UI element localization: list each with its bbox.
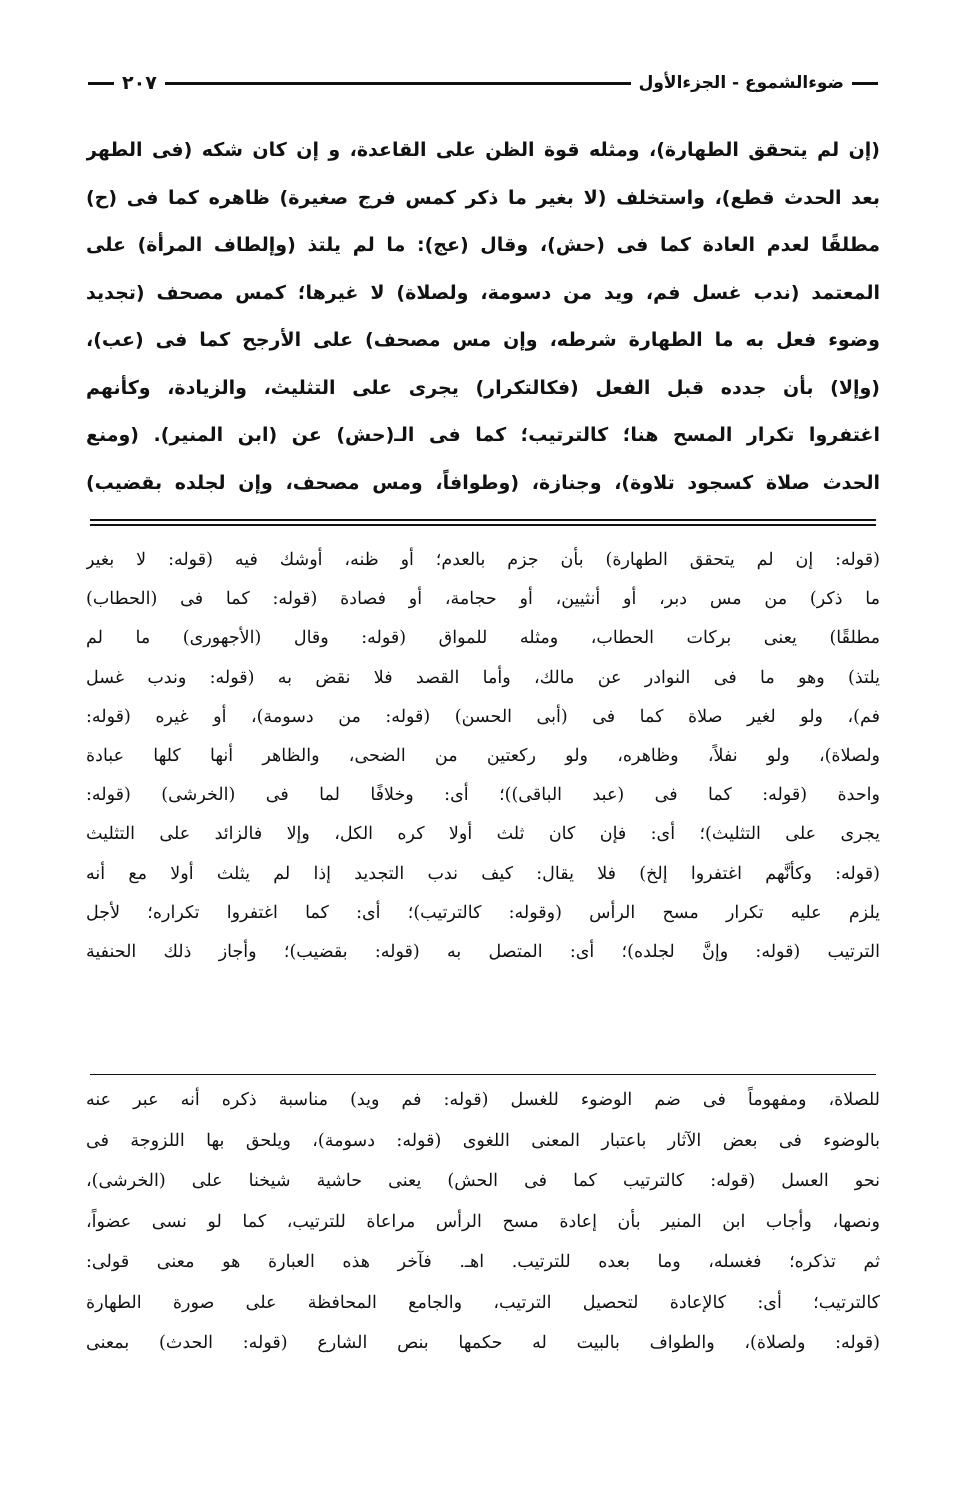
commentary-text — [86, 541, 880, 972]
commentary-line: يلزم عليه تكرار مسح الرأس (وقوله: كالترتيب)؛ أى: كما اغتفروا تكراره؛ لأجل — [86, 902, 880, 923]
running-header — [88, 66, 878, 100]
main-line: (إن لم يتحقق الطهارة)، ومثله قوة الظن على القاعدة، و إن كان شكه (فى الطهر — [86, 139, 880, 161]
footnote-line: (قوله: ولصلاة)، والطواف بالبيت له حكمها بنص الشارع (قوله: الحدث) بمعنى — [86, 1333, 880, 1353]
header-rule — [165, 82, 631, 85]
footnote-line: ونصها، وأجاب ابن المنير بأن إعادة مسح الرأس مراعاة للترتيب، كما لو نسى عضواً، — [86, 1211, 880, 1232]
footnote-line: بالوضوء فى بعض الآثار باعتبار المعنى اللغوى (قوله: دسومة)، ويلحق بها اللزوجة فى — [86, 1130, 880, 1151]
book-title: ضوءالشموع - الجزءالأول — [638, 73, 844, 93]
main-line: بعد الحدث قطع)، واستخلف (لا بغير ما ذكر كمس فرج صغيرة) ظاهره كما فى (ح) — [86, 186, 880, 209]
header-dash-left — [88, 82, 114, 85]
commentary-line: الترتيب (قوله: وإنَّ لجلده)؛ أى: المتصل به (قوله: بقضيب)؛ وأجاز ذلك الحنفية — [86, 941, 880, 962]
main-line: (وإلا) بأن جدده قبل الفعل (فكالتكرار) يجرى على التثليث، والزيادة، وكأنهم — [86, 376, 880, 399]
section-divider-double — [90, 519, 876, 526]
commentary-line: فم)، ولو لغير صلاة كما فى (أبى الحسن) (قوله: من دسومة)، أو غيره (قوله: — [86, 706, 880, 727]
footnote-line: للصلاة، ومفهوماً فى ضم الوضوء للغسل (قوله: فم ويد) مناسبة ذكره أنه عبر عنه — [86, 1090, 880, 1110]
footnote-line: كالترتيب؛ أى: كالإعادة لتحصيل الترتيب، والجامع المحافظة على صورة الطهارة — [86, 1292, 880, 1313]
footnote-divider — [90, 1074, 876, 1075]
footnote-text — [86, 1080, 880, 1364]
commentary-line: (قوله: إن لم يتحقق الطهارة) بأن جزم بالعدم؛ أو ظنه، أوشك فيه (قوله: لا بغير — [86, 550, 880, 570]
commentary-line: ولصلاة)، ولو نفلاً، وظاهره، ولو ركعتين من الضحى، والظاهر أنها كلها عبادة — [86, 745, 880, 766]
header-dash-right — [852, 82, 878, 85]
main-line: الحدث صلاة كسجود تلاوة)، وجنازة، (وطوافاً، ومس مصحف، وإن لجلده بقضيب) — [86, 471, 880, 494]
commentary-line: مطلقًا) يعنى بركات الحطاب، ومثله للمواق (قوله: وقال (الأجهورى) ما لم — [86, 628, 880, 649]
main-line: مطلقًا لعدم العادة كما فى (حش)، وقال (عج): ما لم يلتذ (وإلطاف المرأة) على — [86, 234, 880, 256]
footnote-line: ثم تذكره؛ فغسله، وما بعده للترتيب. اهـ. فآخر هذه العبارة هو معنى قولى: — [86, 1252, 880, 1272]
commentary-line: يلتذ) وهو ما فى النوادر عن مالك، وأما القصد فلا نقض به (قوله: وندب غسل — [86, 667, 880, 688]
main-line: المعتمد (ندب غسل فم، ويد من دسومة، ولصلاة) لا غيرها؛ كمس مصحف (تجديد — [86, 281, 880, 304]
main-text — [86, 127, 880, 507]
commentary-line: ما ذكر) من مس دبر، أو أنثيين، أو حجامة، أو فصادة (قوله: كما فى (الحطاب) — [86, 589, 880, 610]
commentary-line: يجرى على التثليث)؛ أى: فإن كان ثلث أولا كره الكل، وإلا فالزائد على التثليث — [86, 824, 880, 845]
page-number: ٢٠٧ — [122, 72, 157, 94]
commentary-line: (قوله: وكأنَّهم اغتفروا إلخ) فلا يقال: كيف ندب التجديد إذا لم يثلث أولا مع أنه — [86, 863, 880, 884]
main-line: وضوء فعل به ما الطهارة شرطه، وإن مس مصحف) على الأرجح كما فى (عب)، — [86, 329, 880, 351]
commentary-line: واحدة (قوله: كما فى (عبد الباقى))؛ أى: وخلافًا لما فى (الخرشى) (قوله: — [86, 785, 880, 806]
footnote-line: نحو العسل (قوله: كالترتيب كما فى الحش) يعنى حاشية شيخنا على (الخرشى)، — [86, 1171, 880, 1191]
main-line: اغتفروا تكرار المسح هنا؛ كالترتيب؛ كما فى الـ(حش) عن (ابن المنير). (ومنع — [86, 424, 880, 446]
